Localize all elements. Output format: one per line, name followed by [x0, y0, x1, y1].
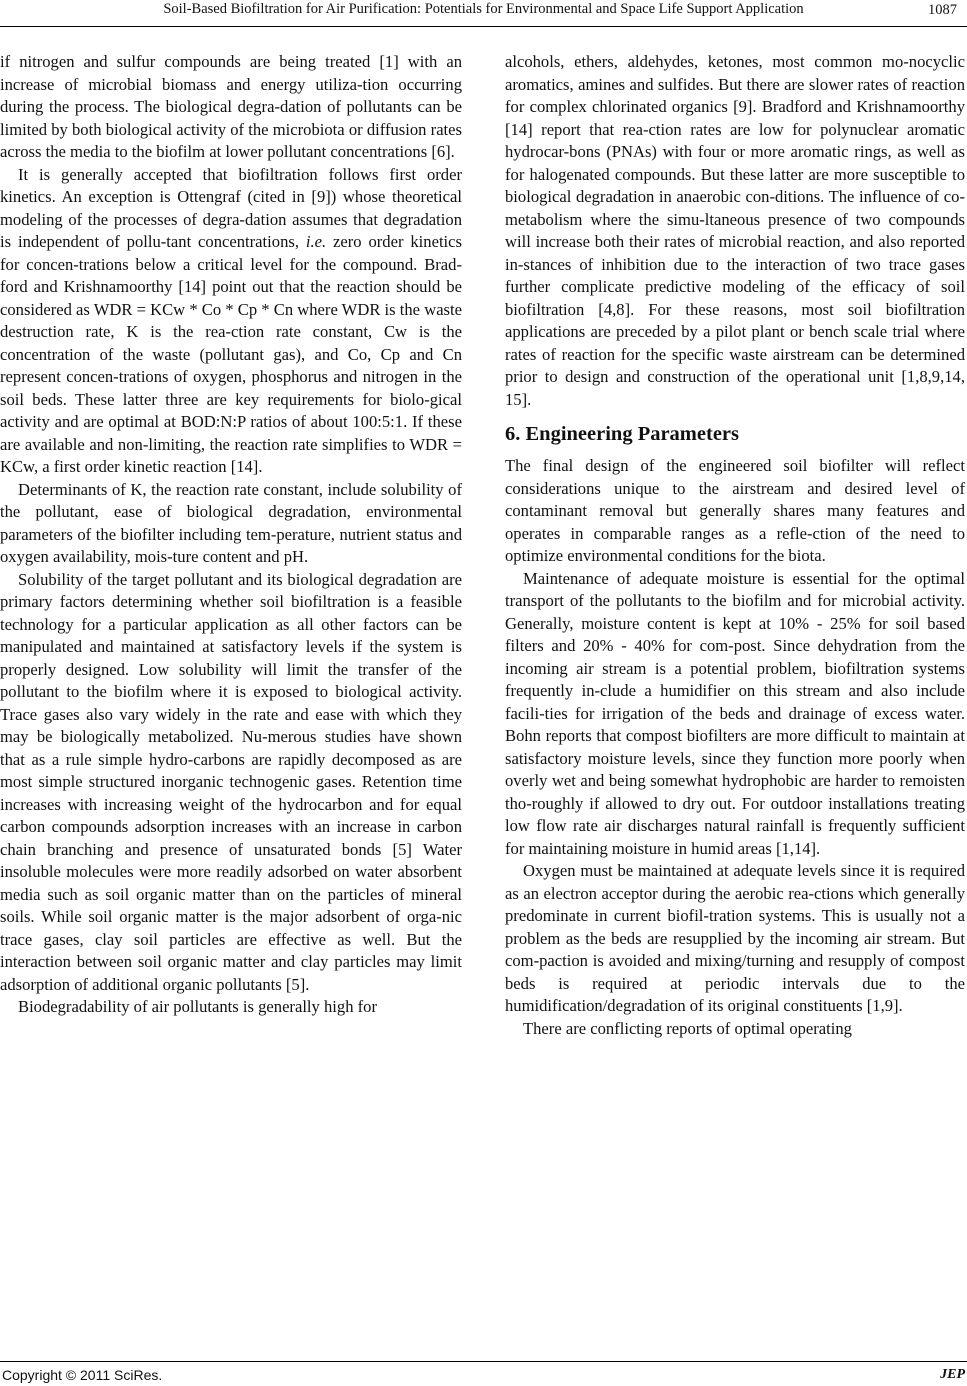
header-divider — [0, 26, 967, 27]
copyright-notice: Copyright © 2011 SciRes. — [2, 1367, 163, 1383]
paragraph: Biodegradability of air pollutants is generally high for — [18, 997, 377, 1016]
paragraph: Oxygen must be maintained at adequate levels since it is required as an electron acceptor during the aerobic rea-ctions which generally predominate in current biofil-tration systems. This is usually not a problem as the beds are resupplied by the incoming air stream. But com-paction is avoided and mixing/turning and resupply of compost beds is required at periodic intervals due to the humidification/degradation of its original constituents [1,9]. — [505, 861, 965, 1015]
text-span: It is generally accepted that biofiltration follows first order kinetics. An exception is Ottengraf (cited in [9]) whose theoretical modeling of the processes of degra-dation assumes that degradation is independent of pollu-tant concentrations, — [0, 164, 462, 251]
paragraph: if nitrogen and sulfur compounds are being treated [1] with an increase of microbial biomass and energy utiliza-tion occurring during the process. The biological degra-dation of pollutants can be limited by both biological activity of the microbiota or diffusion rates across the media to the biofilm at lower pollutant concentrations [6]. — [0, 52, 462, 161]
footer-divider — [0, 1361, 967, 1362]
left-column — [0, 51, 462, 1019]
paragraph: Determinants of K, the reaction rate constant, include solubility of the pollutant, ease of biological degradation, environmental parameters of the biofilter including tem-perature, nutrient status and oxygen availability, mois-ture content and pH. — [0, 479, 462, 566]
paragraph: Maintenance of adequate moisture is essential for the optimal transport of the pollutants to the biofilm and for microbial activity. Generally, moisture content is kept at 10% - 25% for soil based filters and 20% - 40% for com-post. Since dehydration from the incoming air stream is a potential problem, biofiltration systems frequently in-clude a humidifier on this stream and also include facili-ties for irrigation of the beds and drainage of excess water. Bohn reports that compost biofilters are more difficult to maintain at satisfactory moisture levels, since they function more poorly when overly wet and being somewhat hydrophobic are harder to remoisten tho-roughly if allowed to dry out. For outdoor installations treating low flow rate air discharges natural rainfall is frequently sufficient for maintaining moisture in humid areas [1,14]. — [505, 568, 965, 858]
journal-abbreviation: JEP — [940, 1367, 965, 1382]
section-heading: 6. Engineering Parameters — [505, 423, 739, 445]
paragraph: Solubility of the target pollutant and its biological degradation are primary factors determining whether soil biofiltration is a feasible technology for a particular application as all other factors can be manipulated and maintained at satisfactory levels if the system is properly designed. Low solubility will limit the transfer of the pollutant to the biofilm where it is exposed to biological activity. Trace gases also vary widely in the rate and ease with which they may be biologically metabolized. Nu-merous studies have shown that as a rule simple hydro-carbons are rapidly decomposed as are most simple structured inorganic technogenic gases. Retention time increases with increasing weight of the hydrocarbon and for equal carbon compounds adsorption increases with an increase in carbon chain branching and presence of unsaturated bonds [5] Water insoluble molecules were more readily adsorbed on water absorbent media such as soil organic matter than on the particles of mineral soils. While soil organic matter is the major adsorbent of orga-nic trace gases, clay soil particles are effective as well. But the interaction between soil organic matter and clay particles may limit adsorption of additional organic pollutants [5]. — [0, 569, 462, 994]
page-number: 1087 — [928, 2, 957, 18]
right-column — [505, 51, 965, 1040]
text-span: zero order kinetics for concen-trations below a critical level for the compound. Brad-ford and Krishnamoorthy [14] point out that the reaction should be considered as WDR = KCw * Co * Cp * Cn where WDR is the waste destruction rate, K is the rea-ction rate constant, Cw is the concentration of the waste (pollutant gas), and Co, Cp and Cn represent concen-trations of oxygen, phosphorus and nitrogen in the soil beds. These latter three are key requirements for biolo-gical activity and are optimal at BOD:N:P ratios of about 100:5:1. If these are available and non-limiting, the reaction rate simplifies to WDR = KCw, a first order kinetic reaction [14]. — [0, 232, 462, 476]
italic-text: i.e. — [305, 232, 327, 251]
paragraph: There are conflicting reports of optimal operating — [523, 1018, 852, 1038]
paragraph — [0, 164, 462, 479]
paragraph: alcohols, ethers, aldehydes, ketones, most common mo-nocyclic aromatics, amines and sulfides. But there are slower rates of reaction for complex chlorinated organics [9]. Bradford and Krishnamoorthy [14] report that rea-ction rates are low for polynuclear aromatic hydrocar-bons (PNAs) with four or more aromatic rings, as well as for halogenated compounds. But these latter are more susceptible to biological degradation in anaerobic con-ditions. The influence of co-metabolism where the simu-ltaneous presence of two compounds will increase both their rates of microbial reaction, and also reported in-stances of inhibition due to the interaction of two trace gases further complicate predictive modeling of the efficacy of soil biofiltration [4,8]. For these reasons, most soil biofiltration applications are preceded by a pilot plant or bench scale trial where rates of reaction for the specific waste airstream can be determined prior to design and construction of the operational unit [1,8,9,14, 15]. — [505, 52, 965, 409]
page-header — [0, 0, 967, 30]
paragraph: The final design of the engineered soil biofilter will reflect considerations unique to the airstream and desired level of contaminant removal but generally shares many features and operates in comparable ranges as a refle-ction of the need to optimize environmental conditions for the biota. — [505, 456, 965, 565]
running-title: Soil-Based Biofiltration for Air Purification: Potentials for Environmental and Space Life Support Application — [163, 1, 804, 17]
